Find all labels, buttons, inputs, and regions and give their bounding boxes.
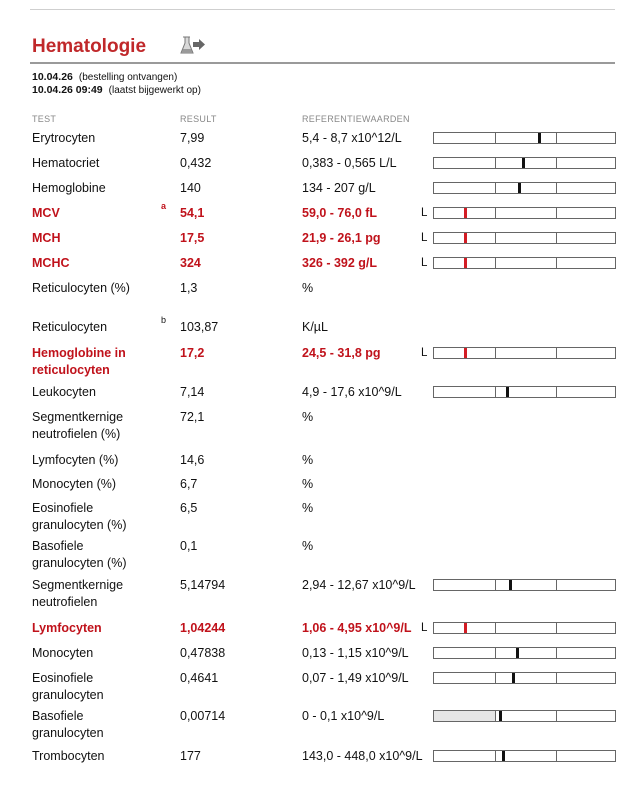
test-name: MCH [32, 231, 61, 245]
result-value: 7,14 [180, 385, 205, 399]
dates-block [32, 71, 201, 97]
reference-range: 0,07 - 1,49 x10^9/L [302, 671, 409, 685]
range-marker-low [464, 208, 467, 218]
reference-range: 326 - 392 g/L [302, 256, 378, 270]
reference-range: 0 - 0,1 x10^9/L [302, 709, 385, 723]
reference-range: 134 - 207 g/L [302, 181, 376, 195]
flask-arrow-icon [180, 35, 206, 57]
range-bar-divider [556, 623, 557, 633]
range-bar [433, 386, 616, 398]
range-bar-divider [556, 233, 557, 243]
range-bar-divider [495, 673, 496, 683]
range-marker [506, 387, 509, 397]
range-bar [433, 132, 616, 144]
range-bar [433, 750, 616, 762]
range-bar [433, 207, 616, 219]
range-bar-divider [556, 183, 557, 193]
range-bar [433, 232, 616, 244]
test-name: Monocyten (%) [32, 477, 117, 491]
range-bar-divider [495, 233, 496, 243]
low-flag: L [421, 257, 428, 269]
updated-note: (laatst bijgewerkt op) [108, 85, 201, 96]
range-bar-divider [495, 158, 496, 168]
test-name: Basofiele granulocyten [32, 709, 104, 740]
test-name: Erytrocyten [32, 131, 96, 145]
range-marker [499, 711, 502, 721]
range-bar [433, 579, 616, 591]
range-marker [518, 183, 521, 193]
title-divider [30, 62, 615, 64]
range-bar-divider [556, 158, 557, 168]
result-value: 6,7 [180, 477, 198, 491]
reference-range: 143,0 - 448,0 x10^9/L [302, 749, 423, 763]
range-bar-divider [495, 258, 496, 268]
range-marker [509, 580, 512, 590]
range-bar-divider [556, 648, 557, 658]
range-bar [433, 622, 616, 634]
top-divider [30, 9, 615, 10]
result-value: 140 [180, 181, 201, 195]
range-marker [538, 133, 541, 143]
test-name: Basofiele granulocyten (%) [32, 539, 127, 570]
updated-date: 10.04.26 09:49 [32, 84, 103, 96]
result-value: 54,1 [180, 206, 205, 220]
result-value: 0,432 [180, 156, 212, 170]
range-marker [512, 673, 515, 683]
test-name: Monocyten [32, 646, 94, 660]
result-value: 17,5 [180, 231, 205, 245]
result-value: 0,00714 [180, 709, 226, 723]
low-flag: L [421, 207, 428, 219]
range-bar-divider [556, 711, 557, 721]
reference-range: % [302, 410, 314, 424]
page-title: Hematologie [32, 36, 147, 57]
order-note: (bestelling ontvangen) [78, 72, 178, 83]
result-value: 1,04244 [180, 621, 226, 635]
result-value: 0,1 [180, 539, 198, 553]
test-name: Lymfocyten [32, 621, 102, 635]
result-value: 72,1 [180, 410, 205, 424]
order-date: 10.04.26 [32, 71, 73, 83]
range-marker [516, 648, 519, 658]
reference-range: K/µL [302, 320, 328, 334]
test-name: Leukocyten [32, 385, 96, 399]
range-bar-divider [495, 648, 496, 658]
result-value: 177 [180, 749, 201, 763]
range-bar-divider [495, 751, 496, 761]
range-bar-divider [495, 580, 496, 590]
range-bar [433, 157, 616, 169]
range-marker-low [464, 623, 467, 633]
range-bar-divider [556, 387, 557, 397]
range-bar [433, 710, 616, 722]
order-date-line [32, 71, 201, 84]
test-name: Reticulocyten [32, 320, 108, 334]
range-bar-divider [556, 348, 557, 358]
test-name: Hematocriet [32, 156, 100, 170]
reference-range: 2,94 - 12,67 x10^9/L [302, 578, 416, 592]
updated-date-line [32, 84, 201, 97]
reference-range: 0,383 - 0,565 L/L [302, 156, 397, 170]
low-flag: L [421, 232, 428, 244]
range-bar-divider [495, 711, 496, 721]
reference-range: 21,9 - 26,1 pg [302, 231, 381, 245]
range-bar-divider [556, 751, 557, 761]
range-marker [522, 158, 525, 168]
test-name: MCHC [32, 256, 70, 270]
result-value: 7,99 [180, 131, 205, 145]
test-name: Segmentkernige neutrofielen [32, 578, 124, 609]
low-flag: L [421, 347, 428, 359]
reference-range: 1,06 - 4,95 x10^9/L [302, 621, 412, 635]
test-name: Trombocyten [32, 749, 105, 763]
range-bar [433, 672, 616, 684]
range-bar-divider [556, 258, 557, 268]
result-value: 17,2 [180, 346, 205, 360]
test-name: Hemoglobine in reticulocyten [32, 346, 126, 377]
test-name: Reticulocyten (%) [32, 281, 130, 295]
reference-range: % [302, 281, 314, 295]
range-bar-divider [556, 580, 557, 590]
range-bar-divider [556, 208, 557, 218]
test-name: Hemoglobine [32, 181, 106, 195]
test-name: Eosinofiele granulocyten [32, 671, 104, 702]
range-bar-divider [495, 348, 496, 358]
reference-range: % [302, 501, 314, 515]
range-bar [433, 647, 616, 659]
range-bar-divider [495, 183, 496, 193]
range-bar [433, 347, 616, 359]
range-bar-shaded-low [434, 711, 496, 721]
result-value: 14,6 [180, 453, 205, 467]
range-bar-divider [495, 208, 496, 218]
range-bar-divider [556, 133, 557, 143]
reference-range: 24,5 - 31,8 pg [302, 346, 381, 360]
range-bar-divider [495, 623, 496, 633]
result-value: 6,5 [180, 501, 198, 515]
range-marker-low [464, 348, 467, 358]
column-header-test: TEST [32, 114, 57, 124]
reference-range: 0,13 - 1,15 x10^9/L [302, 646, 409, 660]
reference-range: % [302, 539, 314, 553]
range-bar-divider [495, 387, 496, 397]
range-bar [433, 257, 616, 269]
range-marker-low [464, 233, 467, 243]
test-name: Eosinofiele granulocyten (%) [32, 501, 127, 532]
result-value: 5,14794 [180, 578, 226, 592]
reference-range: 4,9 - 17,6 x10^9/L [302, 385, 402, 399]
test-name: Segmentkernige neutrofielen (%) [32, 410, 124, 441]
range-marker [502, 751, 505, 761]
result-value: 324 [180, 256, 201, 270]
footnote-marker[interactable]: a [161, 201, 167, 211]
reference-range: % [302, 477, 314, 491]
column-header-reference: REFERENTIEWAARDEN [302, 114, 410, 124]
range-bar-divider [556, 673, 557, 683]
result-value: 103,87 [180, 320, 219, 334]
low-flag: L [421, 622, 428, 634]
column-header-result: RESULT [180, 114, 217, 124]
test-name: MCV [32, 206, 60, 220]
reference-range: 59,0 - 76,0 fL [302, 206, 378, 220]
result-value: 0,47838 [180, 646, 226, 660]
result-value: 1,3 [180, 281, 198, 295]
result-value: 0,4641 [180, 671, 219, 685]
range-bar [433, 182, 616, 194]
range-marker-low [464, 258, 467, 268]
reference-range: % [302, 453, 314, 467]
test-name: Lymfocyten (%) [32, 453, 119, 467]
reference-range: 5,4 - 8,7 x10^12/L [302, 131, 402, 145]
footnote-marker[interactable]: b [161, 315, 167, 325]
range-bar-divider [495, 133, 496, 143]
